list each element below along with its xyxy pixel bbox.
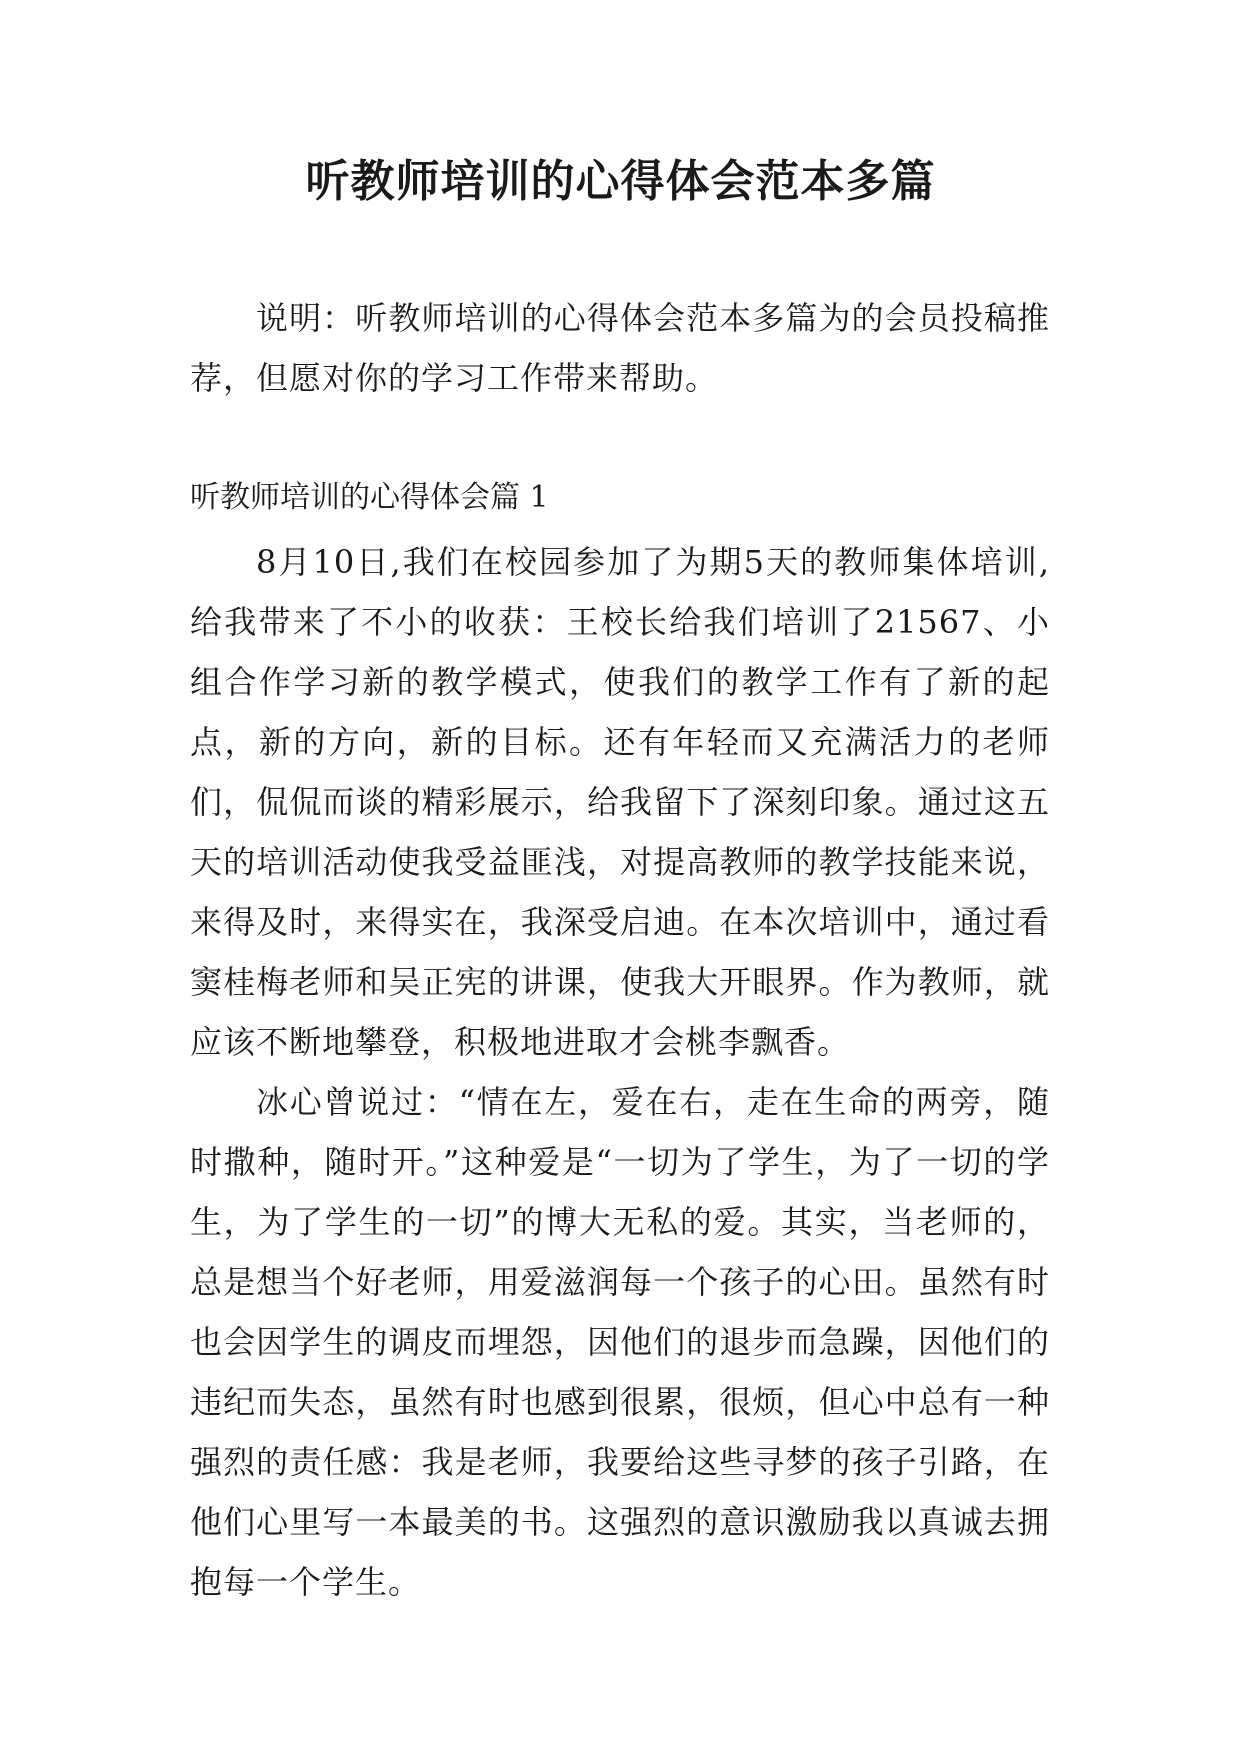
- section-heading: 听教师培训的心得体会篇 1: [190, 480, 549, 515]
- page-title: 听教师培训的心得体会范本多篇: [305, 156, 936, 207]
- intro-paragraph: 说明：听教师培训的心得体会范本多篇为的会员投稿推荐，但愿对你的学习工作带来帮助。: [190, 299, 1050, 397]
- body-paragraph-2: 冰心曾说过：“情在左，爱在右，走在生命的两旁，随时撒种，随时开。”这种爱是“一切为了学生，为了一切的学生，为了学生的一切”的博大无私的爱。其实，当老师的，总是想当个好老师，用爱滋润每一个孩子的心田。虽然有时也会因学生的调皮而埋怨，因他们的退步而急躁，因他们的违纪而失态，虽然有时也感到很累，很烦，但心中总有一种强烈的责任感：我是老师，我要给这些寻梦的孩子引路，在他们心里写一本最美的书。这强烈的意识激励我以真诚去拥抱每一个学生。: [190, 1083, 1050, 1601]
- body-paragraph-1: 8月10日,我们在校园参加了为期5天的教师集体培训,给我带来了不小的收获：王校长给我们培训了21567、小组合作学习新的教学模式，使我们的教学工作有了新的起点，新的方向，新的目标。还有年轻而又充满活力的老师们，侃侃而谈的精彩展示，给我留下了深刻印象。通过这五天的培训活动使我受益匪浅，对提高教师的教学技能来说，来得及时，来得实在，我深受启迪。在本次培训中，通过看窦桂梅老师和吴正宪的讲课，使我大开眼界。作为教师，就应该不断地攀登，积极地进取才会桃李飘香。: [190, 543, 1050, 1061]
- document-body: [190, 288, 1050, 1612]
